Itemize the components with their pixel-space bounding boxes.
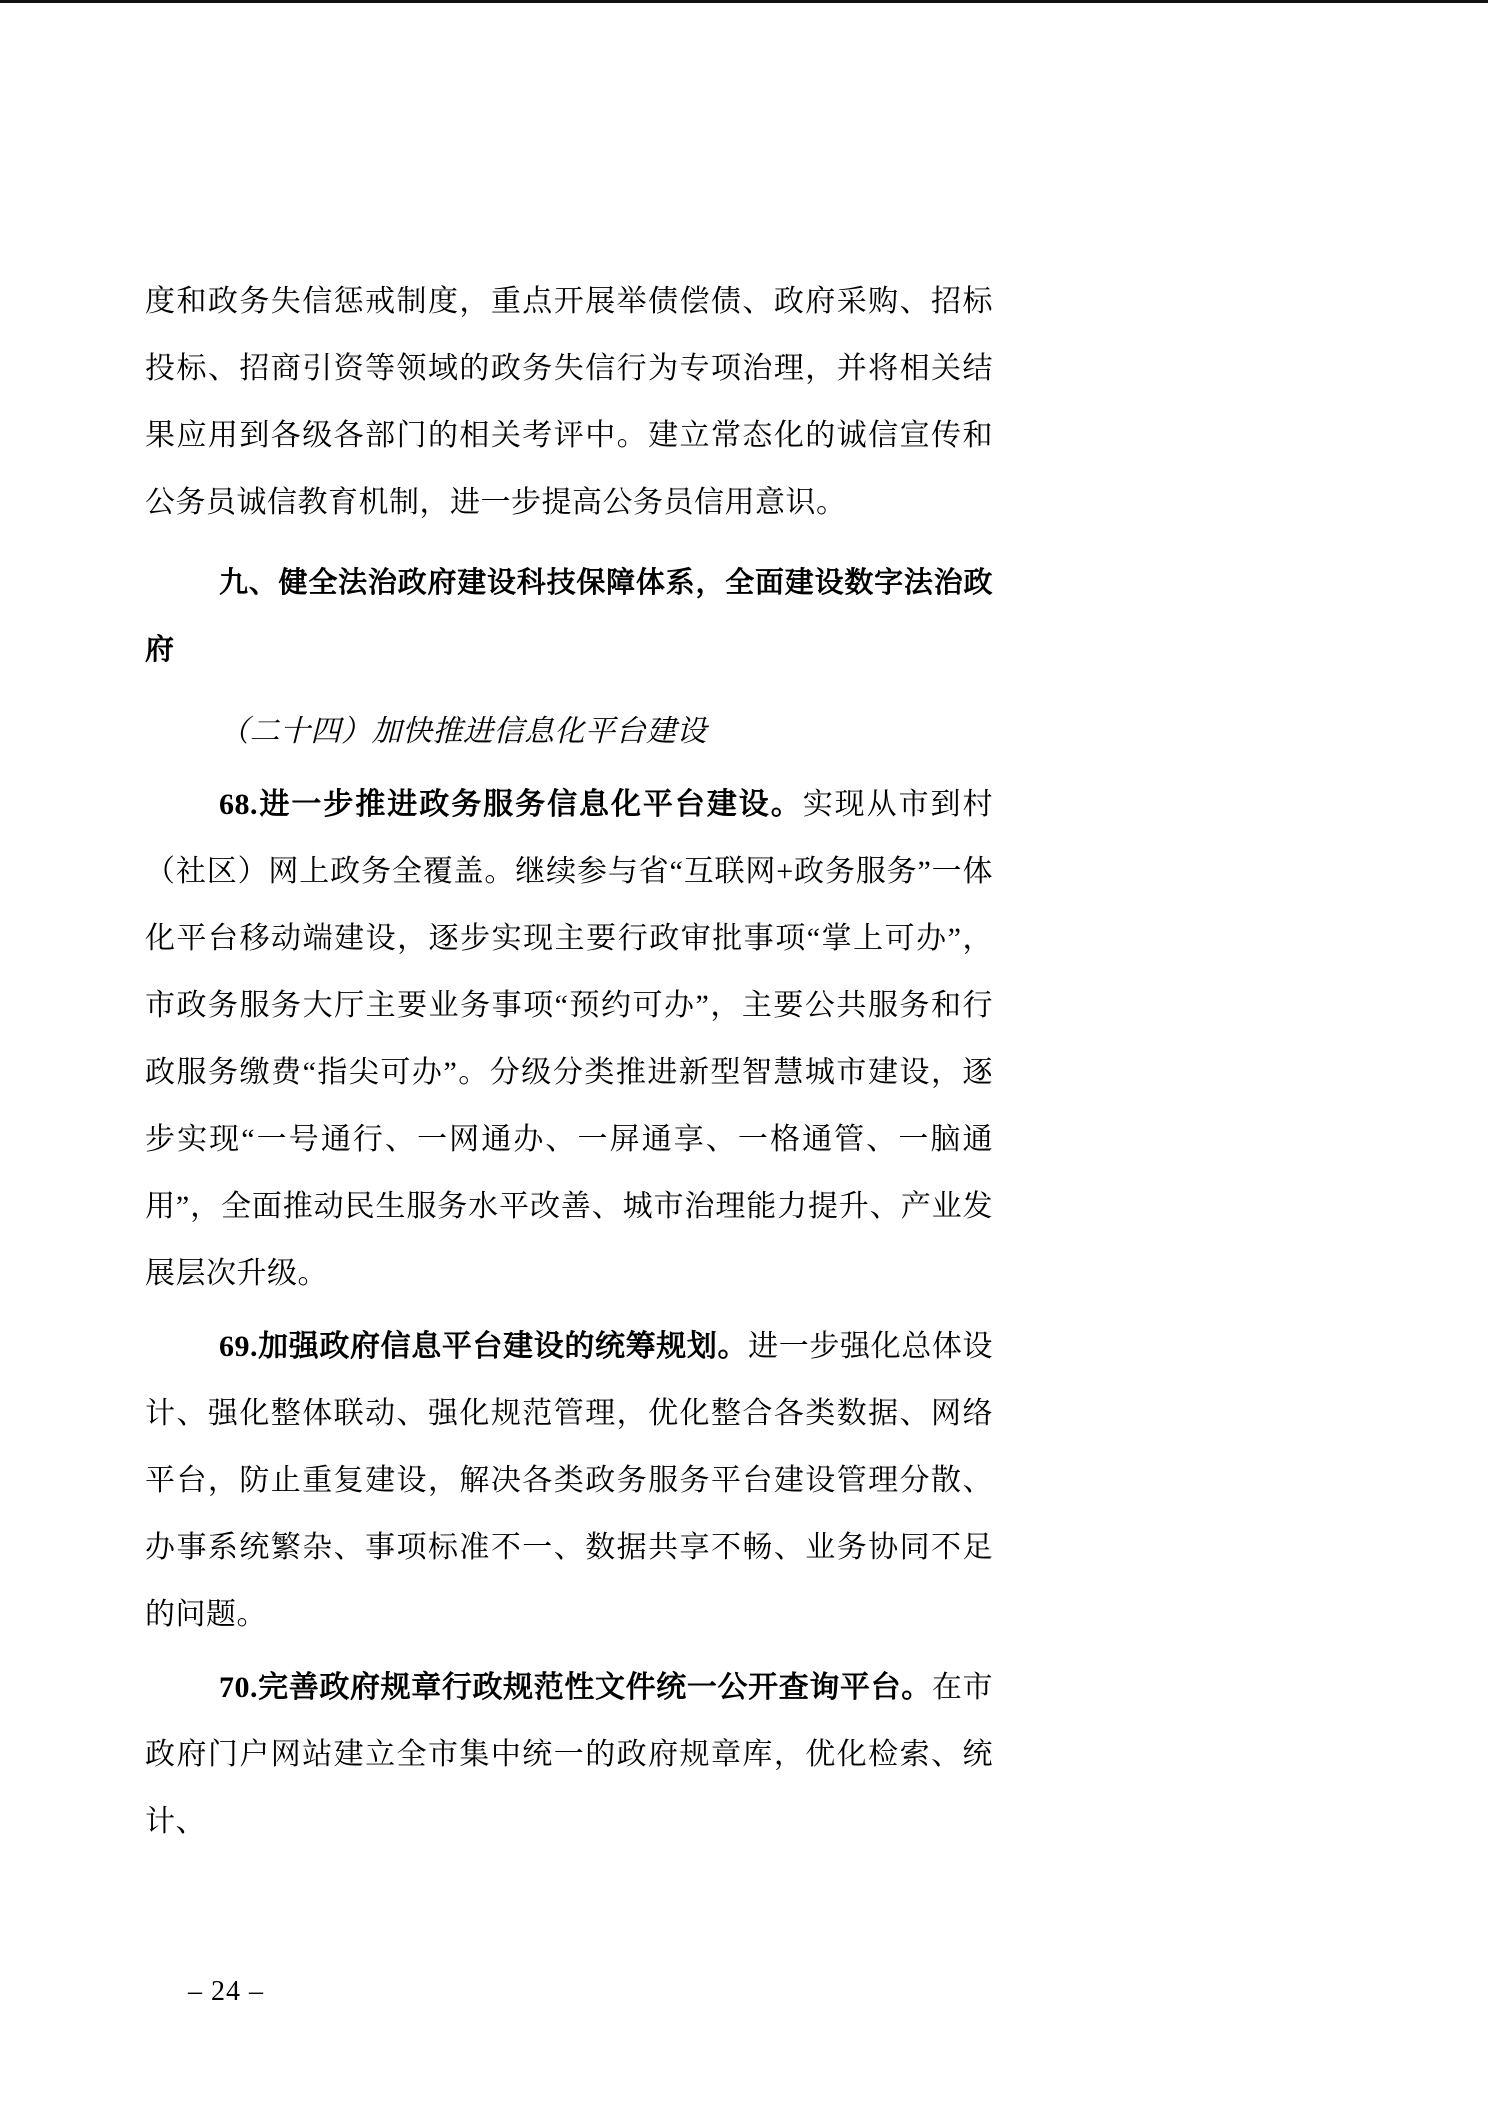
- page-top-edge: [0, 0, 1488, 3]
- item-68: [145, 771, 993, 1307]
- subsection-heading-24: [145, 698, 993, 765]
- subsection-heading-24-text: （二十四）加快推进信息化平台建设: [219, 715, 707, 748]
- item-70-lead: 70.完善政府规章行政规范性文件统一公开查询平台。: [219, 1671, 932, 1704]
- item-68-text: 实现从市到村（社区）网上政务全覆盖。继续参与省“互联网+政务服务”一体化平台移动端建设，逐步实现主要行政审批事项“掌上可办”，市政务服务大厅主要业务事项“预约可办”，主要公共服务和行政服务缴费“指尖可办”。分级分类推进新型智慧城市建设，逐步实现“一号通行、一网通办、一屏通享、一格通管、一脑通用”，全面推动民生服务水平改善、城市治理能力提升、产业发展层次升级。: [145, 788, 994, 1290]
- text-block: [145, 268, 993, 1855]
- section-heading-9: [145, 550, 993, 684]
- item-69-lead: 69.加强政府信息平台建设的统筹规划。: [219, 1330, 749, 1363]
- item-69-text: 进一步强化总体设计、强化整体联动、强化规范管理，优化整合各类数据、网络平台，防止重复建设，解决各类政务服务平台建设管理分散、办事系统繁杂、事项标准不一、数据共享不畅、业务协同不足的问题。: [145, 1330, 993, 1631]
- page-number: – 24 –: [188, 1976, 264, 2007]
- item-68-lead: 68.进一步推进政务服务信息化平台建设。: [219, 788, 803, 821]
- item-70-text: 在市政府门户网站建立全市集中统一的政府规章库，优化检索、统计、: [145, 1671, 993, 1838]
- paragraph-continuation: [145, 268, 993, 536]
- section-heading-9-text: 九、健全法治政府建设科技保障体系，全面建设数字法治政府: [145, 567, 993, 666]
- item-69: [145, 1313, 993, 1648]
- paragraph-continuation-text: 度和政务失信惩戒制度，重点开展举债偿债、政府采购、招标投标、招商引资等领域的政务失信行为专项治理，并将相关结果应用到各级各部门的相关考评中。建立常态化的诚信宣传和公务员诚信教育机制，进一步提高公务员信用意识。: [145, 285, 993, 519]
- item-70: [145, 1654, 993, 1855]
